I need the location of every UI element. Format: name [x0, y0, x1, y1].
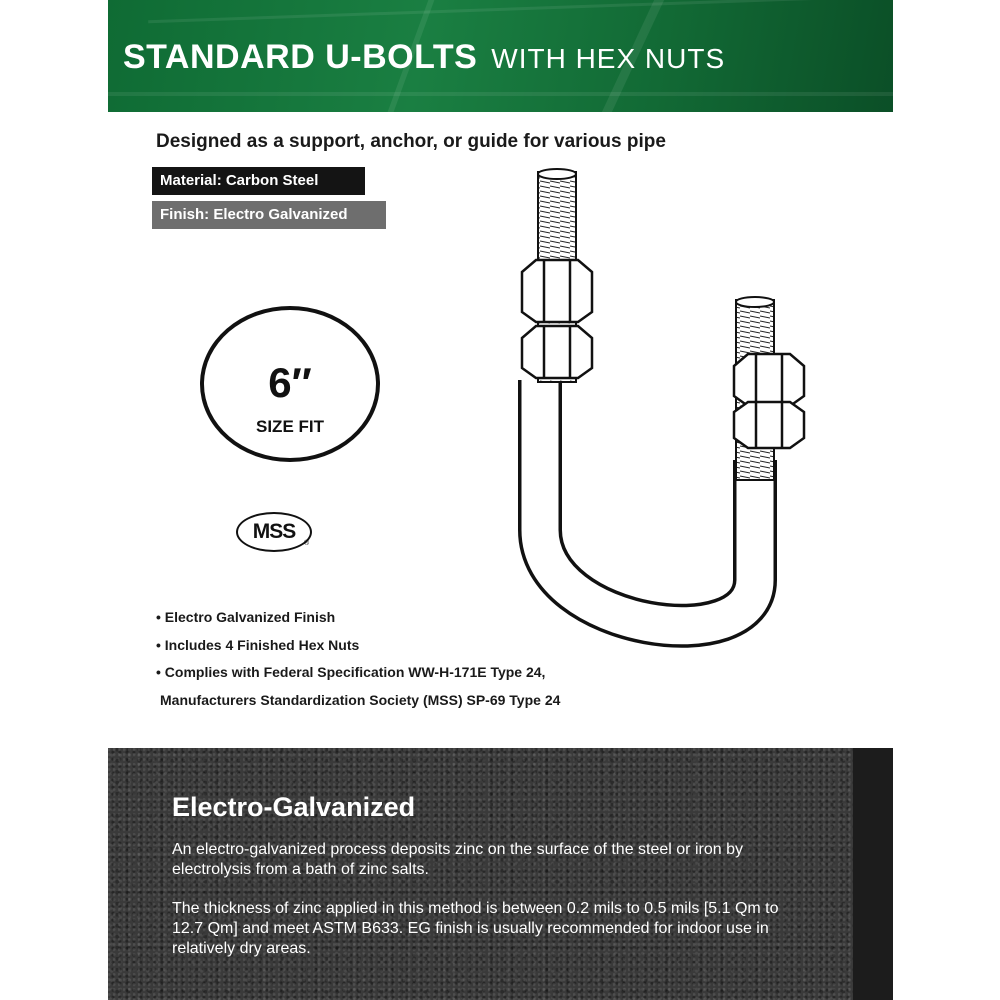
hex-nut-left-top — [522, 260, 592, 322]
feature-item-continuation: Manufacturers Standardization Society (MSS) SP-69 Type 24 — [160, 691, 561, 708]
product-tagline: Designed as a support, anchor, or guide for various pipe — [156, 131, 666, 152]
size-label: SIZE FIT — [256, 417, 324, 436]
feature-item: • Includes 4 Finished Hex Nuts — [156, 636, 360, 653]
registered-mark: ® — [304, 540, 310, 547]
panel-edge — [853, 748, 893, 1000]
size-fit-circle — [200, 306, 380, 462]
info-paragraph-2: The thickness of zinc applied in this method is between 0.2 mils to 0.5 mils [5.1 Qm to 12.7 Qm] and meet ASTM B633. EG finish is usually recommended for indoor use in relatively dry areas. — [172, 900, 779, 957]
hex-nut-right-top — [734, 354, 804, 406]
size-value: 6″ — [268, 359, 312, 406]
mss-logo — [236, 512, 312, 552]
banner-title-sub: WITH HEX NUTS — [491, 43, 726, 74]
banner-title-main: STANDARD U-BOLTS — [123, 38, 478, 76]
finish-info-panel — [108, 748, 893, 1000]
info-paragraph-1: An electro-galvanized process deposits zinc on the surface of the steel or iron by electrolysis from a bath of zinc salts. — [172, 841, 743, 878]
hex-nut-left-bottom — [522, 326, 592, 378]
finish-badge: Finish: Electro Galvanized — [152, 201, 386, 229]
header-banner — [108, 0, 893, 112]
feature-list — [156, 606, 560, 716]
feature-item: • Complies with Federal Specification WW-H-171E Type 24, — [156, 664, 546, 680]
banner-title — [123, 38, 725, 77]
material-badge: Material: Carbon Steel — [152, 167, 365, 195]
hex-nut-right-bottom — [734, 402, 804, 448]
info-title: Electro-Galvanized — [172, 792, 416, 822]
mss-logo-text: MSS — [252, 520, 296, 543]
feature-item: • Electro Galvanized Finish — [156, 609, 336, 625]
